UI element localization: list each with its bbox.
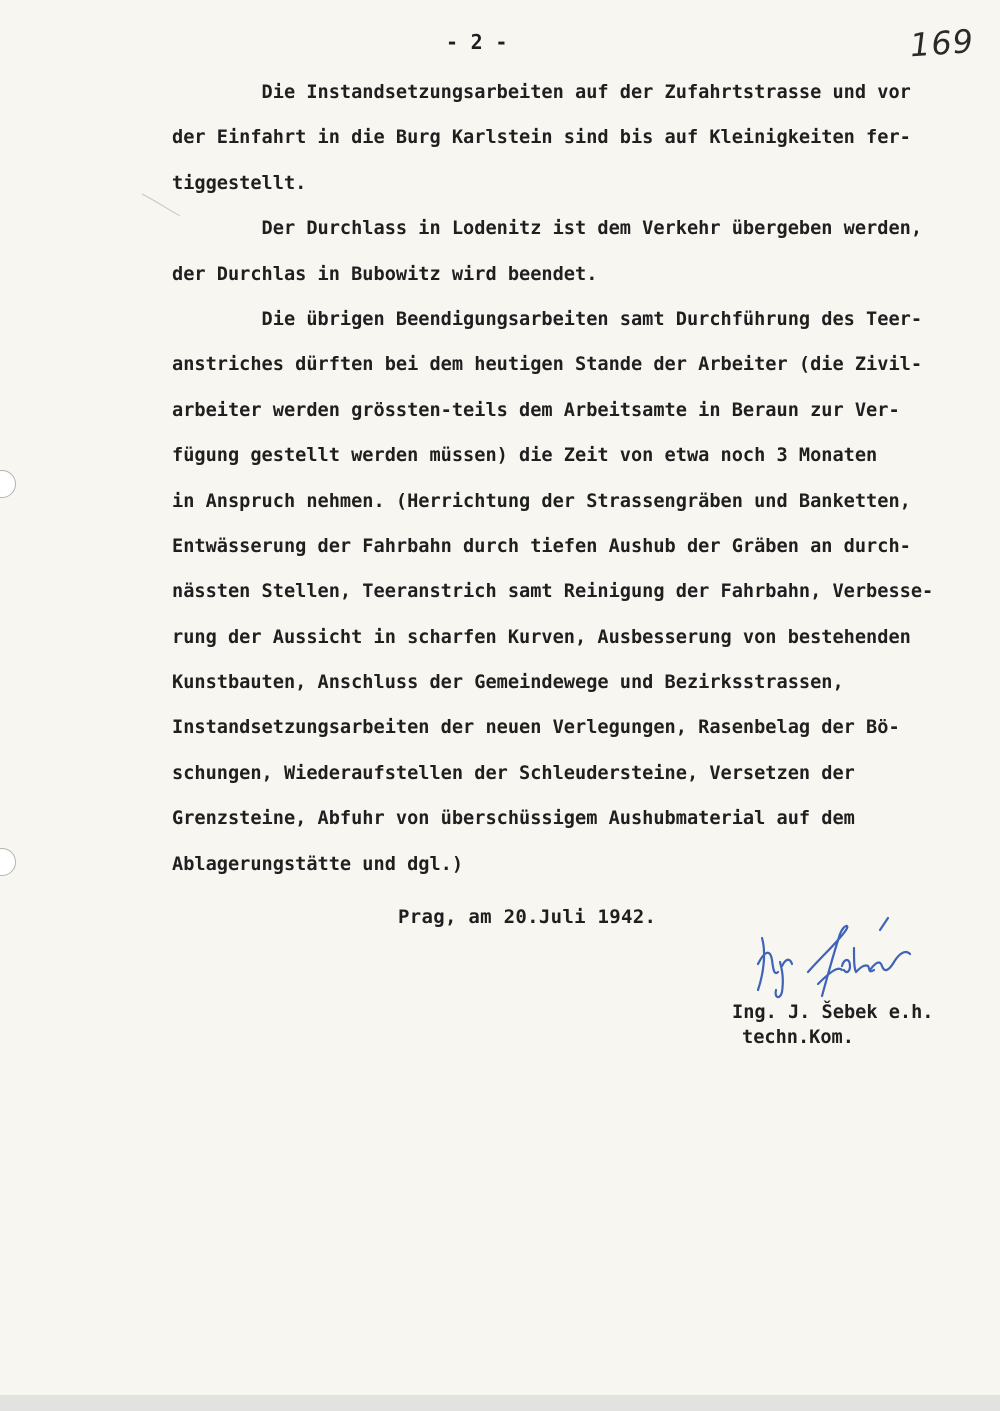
handwritten-signature <box>738 912 928 1002</box>
text-line: arbeiter werden grössten-teils dem Arbeitsamte in Beraun zur Ver- <box>172 399 900 421</box>
text-line: Instandsetzungsarbeiten der neuen Verlegungen, Rasenbelag der Bö- <box>172 717 900 739</box>
signer-title: techn.Kom. <box>742 1027 854 1048</box>
text-line: in Anspruch nehmen. (Herrichtung der Strassengräben und Banketten, <box>172 490 911 512</box>
text-line: fügung gestellt werden müssen) die Zeit von etwa noch 3 Monaten <box>172 445 878 467</box>
text-line: Ablagerungstätte und dgl.) <box>172 853 464 875</box>
paragraph-2 <box>172 206 992 297</box>
document-body <box>172 70 992 932</box>
text-line: schungen, Wiederaufstellen der Schleudersteine, Versetzen der <box>172 762 855 784</box>
text-line: Die Instandsetzungsarbeiten auf der Zufahrtstrasse und vor <box>172 82 911 103</box>
text-line: der Einfahrt in die Burg Karlstein sind bis auf Kleinigkeiten fer- <box>172 127 911 149</box>
place-date: Prag, am 20.Juli 1942. <box>398 906 657 928</box>
punch-hole <box>0 470 16 498</box>
text-line: Der Durchlass in Lodenitz ist dem Verkehr übergeben werden, <box>172 218 923 240</box>
signer-name: Ing. J. Šebek e.h. <box>732 1002 934 1023</box>
text-line: nässten Stellen, Teeranstrich samt Reinigung der Fahrbahn, Verbesse- <box>172 581 934 603</box>
page-number: - 2 - <box>446 30 508 54</box>
text-line: tiggestellt. <box>172 172 307 194</box>
signer-block <box>732 1000 934 1050</box>
text-line: Die übrigen Beendigungsarbeiten samt Durchführung des Teer- <box>172 308 923 330</box>
text-line: Kunstbauten, Anschluss der Gemeindewege und Bezirksstrassen, <box>172 672 844 694</box>
paragraph-3 <box>172 297 992 932</box>
text-line: rung der Aussicht in scharfen Kurven, Ausbesserung von bestehenden <box>172 626 911 648</box>
scan-border <box>0 1395 1000 1411</box>
text-line: der Durchlas in Bubowitz wird beendet. <box>172 263 598 285</box>
archive-number: 169 <box>908 22 976 65</box>
text-line: Entwässerung der Fahrbahn durch tiefen Aushub der Gräben an durch- <box>172 535 911 557</box>
text-line: anstriches dürften bei dem heutigen Stande der Arbeiter (die Zivil- <box>172 354 923 376</box>
punch-hole <box>0 848 16 876</box>
paragraph-1 <box>172 70 992 206</box>
text-line: Grenzsteine, Abfuhr von überschüssigem Aushubmaterial auf dem <box>172 808 855 830</box>
